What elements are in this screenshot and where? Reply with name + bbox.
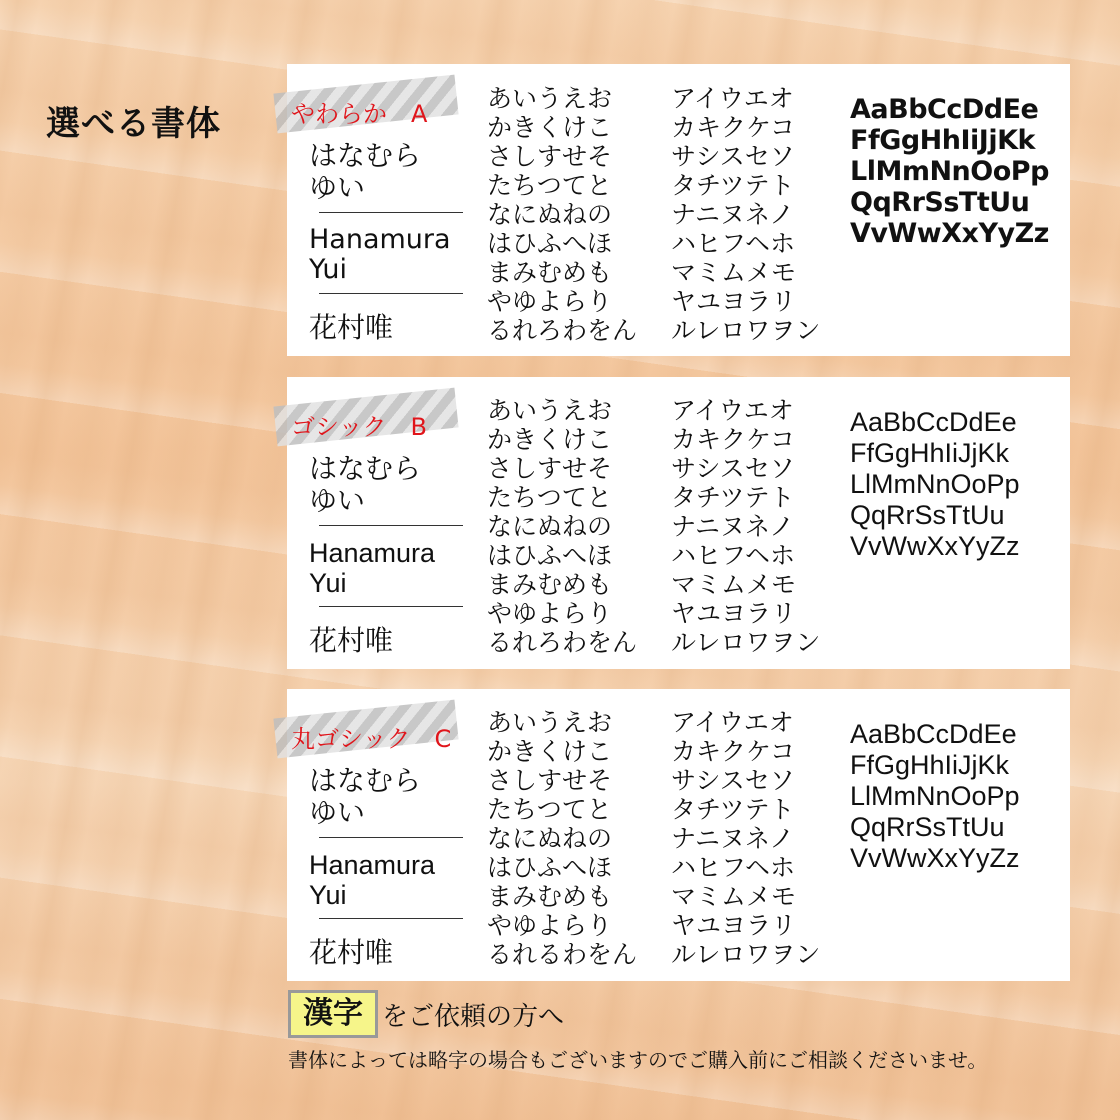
hiragana-line: なにぬねの (487, 825, 613, 853)
katakana-line: タチツテト (671, 484, 795, 512)
katakana-line: ハヒフヘホ (671, 542, 796, 570)
alphabet-line: LlMmNnOoPp (850, 781, 1020, 811)
divider (319, 525, 463, 526)
hiragana-line: あいうえお (487, 397, 613, 425)
katakana-line: カキクケコ (671, 113, 796, 142)
katakana-line: ナニヌネノ (671, 513, 795, 541)
hiragana-line: まみむめも (487, 571, 613, 599)
name-roma-line: Yui (309, 880, 347, 910)
name-roma-line: Hanamura (309, 224, 451, 255)
katakana-line: カキクケコ (671, 426, 796, 454)
name-sample (309, 453, 469, 657)
alphabet-line: QqRrSsTtUu (850, 812, 1005, 842)
alphabet-line: QqRrSsTtUu (850, 500, 1005, 530)
katakana-line: ルレロワヲン (671, 316, 821, 345)
alphabet-line: VvWwXxYyZz (850, 218, 1049, 249)
name-kana-line: ゆい (309, 797, 366, 828)
hiragana-sample (487, 397, 657, 658)
name-roma-line: Hanamura (309, 538, 436, 568)
katakana-line: ヤユヨラリ (671, 600, 797, 628)
hiragana-line: やゆよらり (487, 600, 613, 628)
hiragana-line: たちつてと (487, 171, 612, 200)
katakana-sample (671, 84, 841, 345)
page-title: 選べる書体 (46, 104, 221, 144)
katakana-line: マミムメモ (671, 883, 797, 911)
katakana-line: マミムメモ (671, 571, 797, 599)
alphabet-line: QqRrSsTtUu (850, 187, 1030, 218)
divider (319, 212, 463, 213)
font-label: やわらか A (291, 100, 428, 128)
hiragana-line: さしすせそ (487, 767, 613, 795)
hiragana-line: なにぬねの (487, 513, 613, 541)
name-roma-line: Hanamura (309, 850, 436, 880)
katakana-line: ヤユヨラリ (671, 912, 797, 940)
hiragana-line: はひふへほ (487, 542, 613, 570)
notice-text: 書体によっては略字の場合もございますのでご購入前にご相談くださいませ。 (288, 1048, 988, 1072)
name-sample (309, 140, 469, 344)
font-label: 丸ゴシック C (291, 725, 452, 753)
hiragana-line: さしすせそ (487, 455, 613, 483)
name-kanji: 花村唯 (309, 311, 394, 344)
hiragana-line: まみむめも (487, 883, 613, 911)
kanji-badge: 漢字 (288, 990, 378, 1038)
name-sample (309, 765, 469, 969)
name-kanji: 花村唯 (309, 624, 394, 657)
name-kana-line: はなむら (309, 453, 422, 484)
alphabet-line: LlMmNnOoPp (850, 156, 1049, 187)
katakana-line: タチツテト (671, 796, 795, 824)
katakana-line: サシスセソ (671, 455, 795, 483)
divider (319, 606, 463, 607)
hiragana-line: るれろわをん (487, 316, 638, 345)
hiragana-line: たちつてと (487, 796, 612, 824)
font-panel-a (287, 64, 1070, 356)
katakana-line: アイウエオ (671, 709, 794, 737)
katakana-line: ルレロワヲン (671, 629, 821, 657)
katakana-line: カキクケコ (671, 738, 796, 766)
notice-heading: をご依頼の方へ (382, 1001, 565, 1032)
katakana-line: アイウエオ (671, 84, 794, 113)
name-roma-line: Yui (309, 568, 347, 598)
katakana-sample (671, 709, 841, 970)
alphabet-line: FfGgHhIiJjKk (850, 750, 1010, 780)
katakana-line: サシスセソ (671, 767, 795, 795)
name-kana-line: ゆい (309, 171, 366, 204)
hiragana-line: あいうえお (487, 84, 613, 113)
name-kana-line: ゆい (309, 485, 366, 516)
hiragana-line: かきくけこ (487, 426, 613, 454)
alphabet-line: VvWwXxYyZz (850, 531, 1020, 561)
alphabet-line: AaBbCcDdEe (850, 407, 1017, 437)
hiragana-line: かきくけこ (487, 113, 613, 142)
hiragana-line: やゆよらり (487, 912, 613, 940)
katakana-line: ルレロワヲン (671, 941, 821, 969)
name-kana-line: はなむら (309, 139, 422, 172)
font-panel-b (287, 377, 1070, 669)
katakana-line: ハヒフヘホ (671, 229, 796, 258)
katakana-line: サシスセソ (671, 142, 795, 171)
hiragana-line: るれろわをん (487, 629, 638, 657)
alphabet-line: VvWwXxYyZz (850, 843, 1020, 873)
divider (319, 293, 463, 294)
hiragana-line: まみむめも (487, 258, 613, 287)
hiragana-sample (487, 84, 657, 345)
font-label: ゴシック B (291, 413, 427, 441)
hiragana-sample (487, 709, 657, 970)
alphabet-line: FfGgHhIiJjKk (850, 125, 1035, 156)
katakana-line: ハヒフヘホ (671, 854, 796, 882)
alphabet-line: LlMmNnOoPp (850, 469, 1020, 499)
hiragana-line: さしすせそ (487, 142, 613, 171)
katakana-line: ナニヌネノ (671, 200, 795, 229)
hiragana-line: かきくけこ (487, 738, 613, 766)
font-panel-c (287, 689, 1070, 981)
hiragana-line: あいうえお (487, 709, 613, 737)
alphabet-line: AaBbCcDdEe (850, 719, 1017, 749)
katakana-line: タチツテト (671, 171, 795, 200)
katakana-line: マミムメモ (671, 258, 797, 287)
name-kanji: 花村唯 (309, 936, 394, 969)
hiragana-line: るれるわをん (487, 941, 638, 969)
hiragana-line: はひふへほ (487, 229, 613, 258)
katakana-line: ナニヌネノ (671, 825, 795, 853)
alphabet-line: AaBbCcDdEe (850, 94, 1039, 125)
hiragana-line: やゆよらり (487, 287, 613, 316)
alphabet-sample (850, 719, 1065, 874)
katakana-sample (671, 397, 841, 658)
hiragana-line: たちつてと (487, 484, 612, 512)
katakana-line: ヤユヨラリ (671, 287, 797, 316)
alphabet-sample (850, 407, 1065, 562)
katakana-line: アイウエオ (671, 397, 794, 425)
name-kana-line: はなむら (309, 765, 422, 796)
name-roma-line: Yui (309, 254, 348, 285)
kanji-notice (288, 990, 1088, 1073)
divider (319, 918, 463, 919)
alphabet-line: FfGgHhIiJjKk (850, 438, 1010, 468)
hiragana-line: はひふへほ (487, 854, 613, 882)
divider (319, 837, 463, 838)
hiragana-line: なにぬねの (487, 200, 613, 229)
alphabet-sample (850, 94, 1065, 249)
